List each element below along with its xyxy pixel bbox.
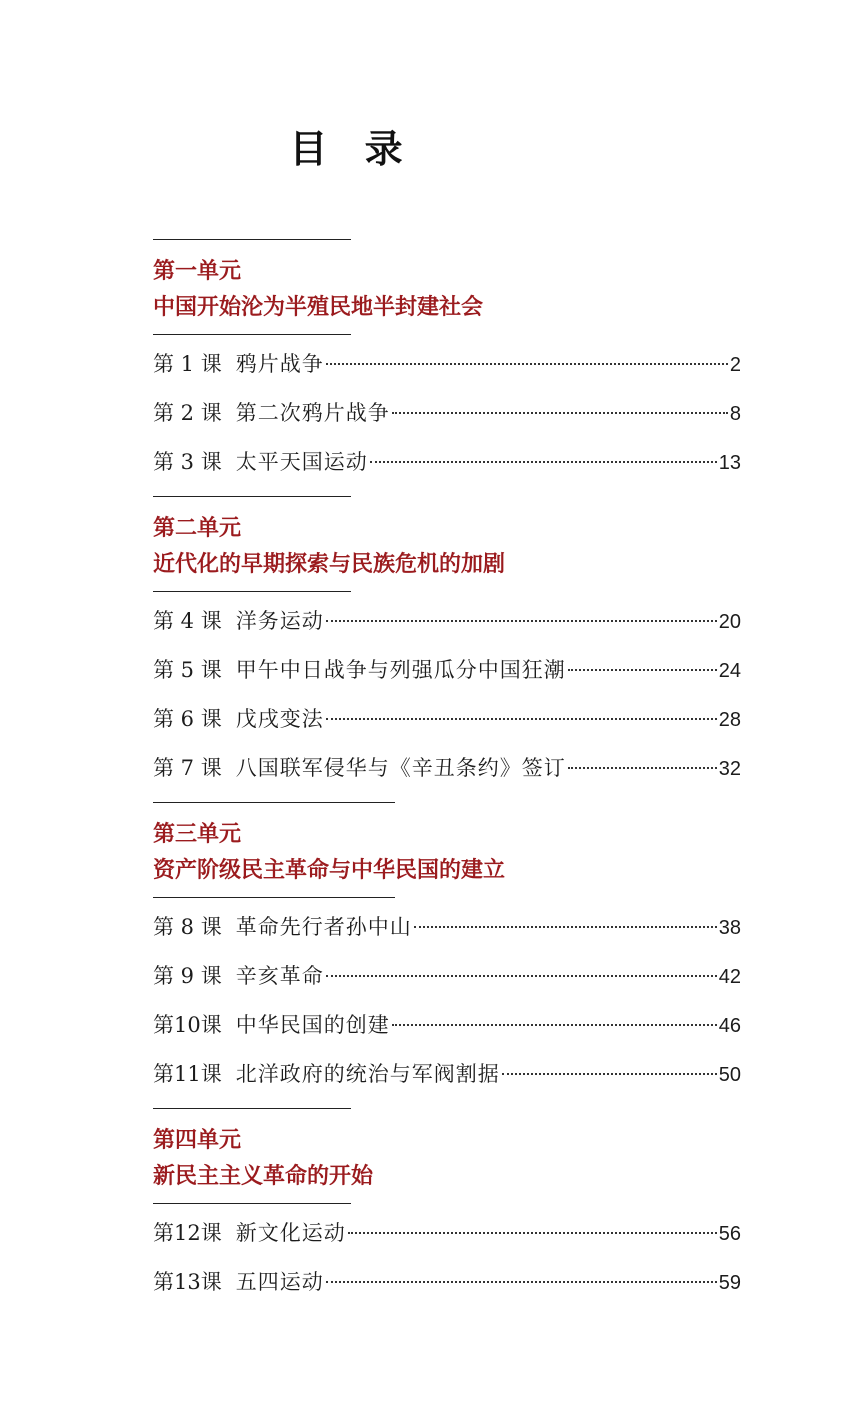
dot-leader — [326, 363, 728, 365]
lesson-title: 太平天国运动 — [235, 450, 368, 474]
unit-divider — [153, 591, 351, 592]
toc-entry[interactable] — [153, 912, 741, 961]
lesson-title: 辛亥革命 — [235, 964, 324, 988]
page-number: 8 — [729, 403, 741, 425]
dot-leader — [392, 1024, 717, 1026]
dot-leader — [414, 926, 717, 928]
unit-number: 第一单元 — [153, 258, 242, 284]
table-of-contents — [153, 239, 741, 1316]
page-number: 32 — [718, 758, 741, 780]
lesson-title: 甲午中日战争与列强瓜分中国狂潮 — [235, 658, 566, 682]
toc-entry[interactable] — [153, 606, 741, 655]
unit-title: 新民主主义革命的开始 — [153, 1163, 374, 1189]
dot-leader — [568, 767, 717, 769]
lesson-title: 第二次鸦片战争 — [235, 401, 390, 425]
toc-entry[interactable] — [153, 704, 741, 753]
unit-4 — [153, 1108, 741, 1316]
toc-entry[interactable] — [153, 349, 741, 398]
dot-leader — [392, 412, 728, 414]
toc-entry[interactable] — [153, 1010, 741, 1059]
page-number: 46 — [718, 1015, 741, 1037]
dot-leader — [502, 1073, 717, 1075]
unit-1 — [153, 239, 741, 496]
page-number: 42 — [718, 966, 741, 988]
page-number: 20 — [718, 611, 741, 633]
page-number: 59 — [718, 1272, 741, 1294]
dot-leader — [348, 1232, 717, 1234]
page-number: 50 — [718, 1064, 741, 1086]
unit-divider — [153, 496, 351, 497]
lesson-title: 八国联军侵华与《辛丑条约》签订 — [235, 756, 566, 780]
unit-2 — [153, 496, 741, 802]
lesson-number: 第 3 课 — [153, 450, 222, 474]
lesson-title: 鸦片战争 — [235, 352, 324, 376]
unit-divider — [153, 1203, 351, 1204]
lesson-title: 五四运动 — [235, 1270, 324, 1294]
dot-leader — [326, 975, 717, 977]
toc-entry[interactable] — [153, 1218, 741, 1267]
lesson-number: 第 6 课 — [153, 707, 222, 731]
toc-entry[interactable] — [153, 1267, 741, 1316]
lesson-title: 洋务运动 — [235, 609, 324, 633]
lesson-number: 第 9 课 — [153, 964, 222, 988]
unit-number: 第四单元 — [153, 1127, 242, 1153]
page-title: 目 录 — [289, 126, 415, 171]
lesson-title: 中华民国的创建 — [235, 1013, 390, 1037]
lesson-title: 革命先行者孙中山 — [235, 915, 412, 939]
lesson-number: 第13课 — [153, 1270, 222, 1294]
lesson-title: 北洋政府的统治与军阀割据 — [235, 1062, 500, 1086]
toc-entry[interactable] — [153, 753, 741, 802]
unit-3 — [153, 802, 741, 1108]
lesson-number: 第11课 — [153, 1062, 222, 1086]
lesson-number: 第 8 课 — [153, 915, 222, 939]
lesson-number: 第 2 课 — [153, 401, 222, 425]
unit-number: 第三单元 — [153, 821, 242, 847]
unit-title: 中国开始沦为半殖民地半封建社会 — [153, 294, 484, 320]
toc-entry[interactable] — [153, 398, 741, 447]
unit-number: 第二单元 — [153, 515, 242, 541]
unit-title: 资产阶级民主革命与中华民国的建立 — [153, 857, 506, 883]
page-number: 28 — [718, 709, 741, 731]
page-number: 56 — [718, 1223, 741, 1245]
dot-leader — [326, 1281, 717, 1283]
dot-leader — [370, 461, 717, 463]
lesson-number: 第 1 课 — [153, 352, 222, 376]
lesson-number: 第12课 — [153, 1221, 222, 1245]
lesson-number: 第 4 课 — [153, 609, 222, 633]
unit-divider — [153, 239, 351, 240]
toc-entry[interactable] — [153, 961, 741, 1010]
page-number: 24 — [718, 660, 741, 682]
dot-leader — [568, 669, 717, 671]
unit-title: 近代化的早期探索与民族危机的加剧 — [153, 551, 506, 577]
lesson-number: 第10课 — [153, 1013, 222, 1037]
unit-divider — [153, 802, 395, 803]
dot-leader — [326, 718, 717, 720]
dot-leader — [326, 620, 717, 622]
toc-entry[interactable] — [153, 655, 741, 704]
toc-entry[interactable] — [153, 1059, 741, 1108]
page-number: 13 — [718, 452, 741, 474]
unit-divider — [153, 1108, 351, 1109]
page-number: 2 — [729, 354, 741, 376]
unit-divider — [153, 334, 351, 335]
toc-entry[interactable] — [153, 447, 741, 496]
lesson-number: 第 5 课 — [153, 658, 222, 682]
unit-divider — [153, 897, 395, 898]
page-number: 38 — [718, 917, 741, 939]
lesson-title: 新文化运动 — [235, 1221, 346, 1245]
lesson-number: 第 7 课 — [153, 756, 222, 780]
lesson-title: 戊戌变法 — [235, 707, 324, 731]
